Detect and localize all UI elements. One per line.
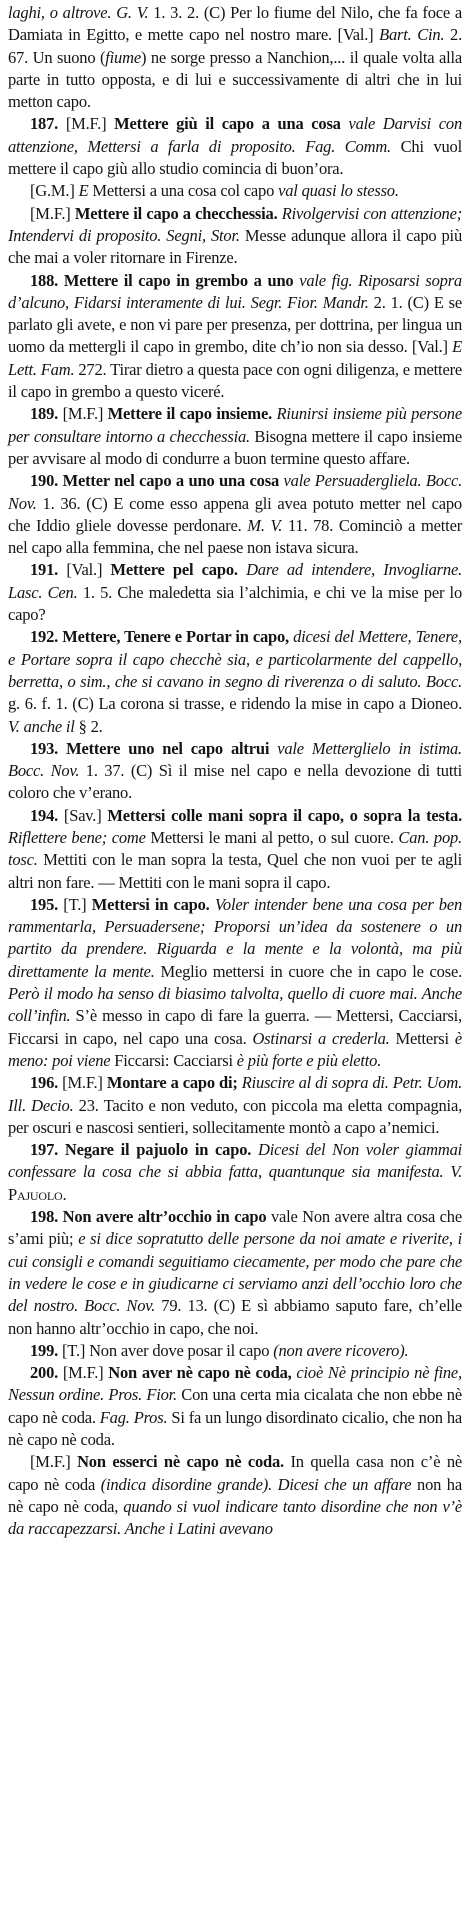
bold-headword: Mettere il capo insieme.	[107, 404, 273, 424]
dictionary-entry	[8, 470, 462, 559]
italic-text: fiume	[105, 47, 141, 67]
roman-text: Meglio mettersi in cuore che in capo le cose.	[154, 961, 462, 981]
bold-headword: 195.	[30, 894, 59, 914]
roman-text: [M.F.]	[30, 1452, 78, 1472]
italic-text: Riunirsi insieme più persone per consultare intorno a checchessia.	[8, 404, 462, 446]
roman-text: [G.M.]	[30, 181, 79, 201]
roman-text: 79. 13. (C) E sì abbiamo saputo fare, ch’elle non hanno altr’occhio in capo, che noi.	[8, 1296, 463, 1338]
roman-text: non ha nè capo nè coda,	[8, 1474, 462, 1516]
italic-text: vale Darvisi con attenzione, Mettersi a farla di proposito. Fag. Comm.	[8, 114, 463, 156]
roman-text: 1. 5. Che maledetta sia l’alchimia, e chi ve la mise per lo capo?	[8, 582, 462, 625]
roman-text: 272. Tirar dietro a questa pace con ogni diligenza, e mettere il capo in grembo a questo viceré.	[8, 359, 462, 402]
roman-text: [M.F.]	[58, 1363, 109, 1383]
roman-text: 11. 78. Cominciò a metter nel capo alla femmina, che nel paese non istava sicura.	[8, 515, 462, 558]
italic-text: Riflettere bene; come	[8, 827, 146, 847]
italic-text: M. V.	[247, 515, 283, 535]
roman-text: Mettiti con le man sopra la testa, Quel che non vuoi per te agli altri non fare. — Mettiti con le mani sopra il capo.	[8, 850, 462, 892]
dictionary-entry	[8, 559, 462, 626]
bold-headword: 189.	[30, 404, 59, 424]
roman-text: § 2.	[74, 716, 103, 736]
roman-text: Mettersi	[389, 1028, 455, 1048]
roman-text: Con una certa mia cicalata che non ebbe nè capo nè coda.	[8, 1385, 462, 1427]
smallcaps-crossref: Pajuolo.	[8, 1184, 67, 1204]
roman-text: [T.] Non aver dove posar il capo	[58, 1340, 274, 1360]
bold-headword: 194.	[30, 805, 59, 825]
bold-headword: 188. Mettere il capo in grembo a uno	[30, 270, 294, 290]
roman-text: Ficcarsi: Cacciarsi	[110, 1050, 237, 1070]
roman-text: Messe adunque allora il capo più che mai a voler ritornare in Firenze.	[8, 225, 462, 268]
dictionary-entry	[8, 1362, 462, 1451]
roman-text: 2. 1. (C) E se parlato gli avete, e non vi pare per presenza, per dottrina, per lingua un uomo da mettergli il capo in grembo, dite ch’io non sia desso. [Val.]	[8, 292, 462, 357]
bold-headword: 192. Mettere, Tenere e Portar in capo,	[30, 627, 289, 647]
bold-headword: 190. Metter nel capo a uno una cosa	[30, 471, 279, 491]
italic-text: Ostinarsi a crederla.	[252, 1028, 390, 1048]
roman-text: [Val.]	[58, 560, 111, 580]
bold-headword: Non aver nè capo nè coda,	[108, 1363, 292, 1383]
dictionary-entry	[8, 1206, 462, 1340]
italic-text: Dicesi del Non voler giammai confessare la cosa che si abbia fatta, quantunque sia manifesta. V.	[8, 1140, 463, 1182]
italic-text: E Lett. Fam.	[8, 337, 462, 379]
dictionary-entry	[8, 403, 462, 470]
dictionary-entry	[8, 1451, 462, 1540]
italic-text: è più forte e più eletto.	[236, 1050, 382, 1070]
dictionary-entry	[8, 203, 462, 270]
roman-text: 1. 37. (C) Sì il mise nel capo e nella devozione di tutti coloro che v’erano.	[8, 761, 462, 803]
italic-text: vale Persuadergliela. Bocc. Nov.	[8, 471, 462, 513]
roman-text: Mettersi le mani al petto, o sul cuore.	[145, 827, 399, 847]
roman-text: [M.F.]	[30, 203, 75, 223]
italic-text: e si dice sopratutto delle persone da noi amate e riverite, i cui consigli e comandi seguitiamo ciecamente, per modo che pare che in vedere le cose e in giudicarne ci serviamo anzi dell’occhio loro che del nostro. Bocc. Nov.	[8, 1229, 462, 1316]
italic-text: val quasi lo stesso.	[278, 181, 399, 201]
bold-headword: Mettere pel capo.	[110, 560, 238, 580]
roman-text: S’è messo in capo di fare la guerra. — Mettersi, Cacciarsi, Ficcarsi in capo, nel capo una cosa.	[8, 1006, 462, 1048]
italic-text: cioè Nè principio nè fine, Nessun ordine. Pros. Fior.	[8, 1363, 462, 1405]
roman-text: g. 6. f. 1. (C) La corona si trasse, e ridendo la mise in capo a Dioneo.	[8, 694, 462, 714]
roman-text: [M.F.]	[58, 114, 115, 134]
roman-text: [M.F.]	[58, 404, 108, 424]
italic-text: E	[78, 181, 89, 201]
dictionary-entry	[8, 113, 462, 180]
roman-text: Mettersi a una cosa col capo	[88, 181, 279, 201]
roman-text: In quella casa non c’è nè capo nè coda	[8, 1452, 463, 1494]
italic-text: (non avere ricovero).	[273, 1340, 409, 1360]
dictionary-entry	[8, 2, 462, 113]
dictionary-entry	[8, 180, 462, 202]
roman-text: [T.]	[58, 894, 92, 914]
roman-text: [Sav.]	[58, 805, 108, 825]
dictionary-entry	[8, 805, 462, 894]
dictionary-entry	[8, 626, 462, 737]
italic-text: laghi, o altrove. G. V.	[8, 3, 149, 22]
dictionary-entry	[8, 1340, 462, 1362]
italic-text: Can. pop. tosc.	[8, 827, 462, 870]
italic-text: dicesi del Mettere, Tenere, e Portare sopra il capo checchè sia, e particolarmente del cappello, berretta, o sim., che si cavano in segno di riverenza o di saluto. Bocc.	[8, 627, 462, 691]
dictionary-entry	[8, 270, 462, 404]
italic-text: quando si vuol indicare tanto disordine che non v’è da raccapezzarsi. Anche i Latini avevano	[8, 1496, 462, 1539]
italic-text: Rivolgervisi con attenzione; Intendervi di proposito. Segni, Stor.	[8, 203, 462, 245]
bold-headword: 191.	[30, 560, 59, 580]
roman-text: 1. 36. (C) E come esso appena gli avea potuto metter nel capo che Iddio gliele dovesse perdonare.	[8, 493, 462, 535]
roman-text: Si fa un lungo disordinato cicalio, che non ha nè capo nè coda.	[8, 1407, 462, 1449]
italic-text: (indica disordine grande). Dicesi che un affare	[100, 1474, 412, 1494]
roman-text: 23. Tacito e non veduto, con piccola ma eletta compagnia, per oscuri e nascosi sentieri, sollecitamente montò a capo a’nemici.	[8, 1095, 462, 1137]
bold-headword: 187.	[30, 114, 59, 134]
italic-text: vale Metterglielo in istima. Bocc. Nov.	[8, 738, 462, 781]
italic-text: Dare ad intendere, Invogliarne. Lasc. Cen.	[8, 560, 462, 602]
bold-headword: 193. Mettere uno nel capo altrui	[30, 738, 270, 758]
italic-text: Però il modo ha senso di biasimo talvolta, quello di cuore mai. Anche coll’infin.	[8, 984, 462, 1026]
dictionary-entry	[8, 1139, 462, 1206]
italic-text: Fag. Pros.	[99, 1407, 168, 1427]
italic-text: Riuscire al di sopra di. Petr. Uom. Ill. Decio.	[8, 1073, 462, 1115]
dictionary-entry	[8, 738, 462, 805]
bold-headword: 197. Negare il pajuolo in capo.	[30, 1140, 252, 1160]
roman-text: [M.F.]	[58, 1073, 107, 1093]
bold-headword: Mettersi colle mani sopra il capo, o sopra la testa.	[107, 805, 462, 825]
bold-headword: Mettere il capo a checchessia.	[74, 203, 278, 223]
bold-headword: Mettersi in capo.	[91, 894, 210, 914]
roman-text: Bisogna mettere il capo insieme per avvisare al modo di condurre a buon termine questo affare.	[8, 426, 462, 468]
roman-text: Chi vuol mettere il capo giù allo studio comincia di buon’ora.	[8, 136, 462, 179]
bold-headword: Mettere giù il capo a una cosa	[114, 114, 341, 134]
bold-headword: 198. Non avere altr’occhio in capo	[30, 1207, 267, 1227]
roman-text: 1. 3. 2. (C) Per lo fiume del Nilo, che fa foce a Damiata in Egitto, e mette capo nel nostro mare. [Val.]	[8, 3, 462, 45]
dictionary-entry	[8, 894, 462, 1072]
italic-text: è meno: poi viene	[8, 1028, 462, 1070]
bold-headword: 199.	[30, 1340, 59, 1360]
dictionary-entry	[8, 1072, 462, 1139]
italic-text: vale fig. Riposarsi sopra d’alcuno, Fidarsi interamente di lui. Segr. Fior. Mandr.	[8, 270, 462, 312]
bold-headword: 196.	[30, 1073, 59, 1093]
italic-text: Voler intender bene una cosa per ben rammentarla, Persuadersene; Proporsi un’idea da sostenere o un partito da prendere. Riguarda e la mente e la volontà, ma più direttamente la mente.	[8, 894, 462, 981]
bold-headword: 200.	[30, 1363, 59, 1383]
bold-headword: Non esserci nè capo nè coda.	[77, 1452, 284, 1472]
italic-text: Bart. Cin.	[379, 25, 445, 45]
roman-text: 2. 67. Un suono (	[8, 25, 462, 67]
roman-text: vale Non avere altra cosa che s’ami più;	[8, 1207, 462, 1249]
roman-text: ) ne sorge presso a Nanchion,... il quale volta alla parte in tutto opposta, e di lui e successivamente di altri che in lui metton capo.	[8, 47, 462, 112]
bold-headword: Montare a capo di;	[106, 1073, 238, 1093]
italic-text: V. anche il	[8, 716, 75, 736]
